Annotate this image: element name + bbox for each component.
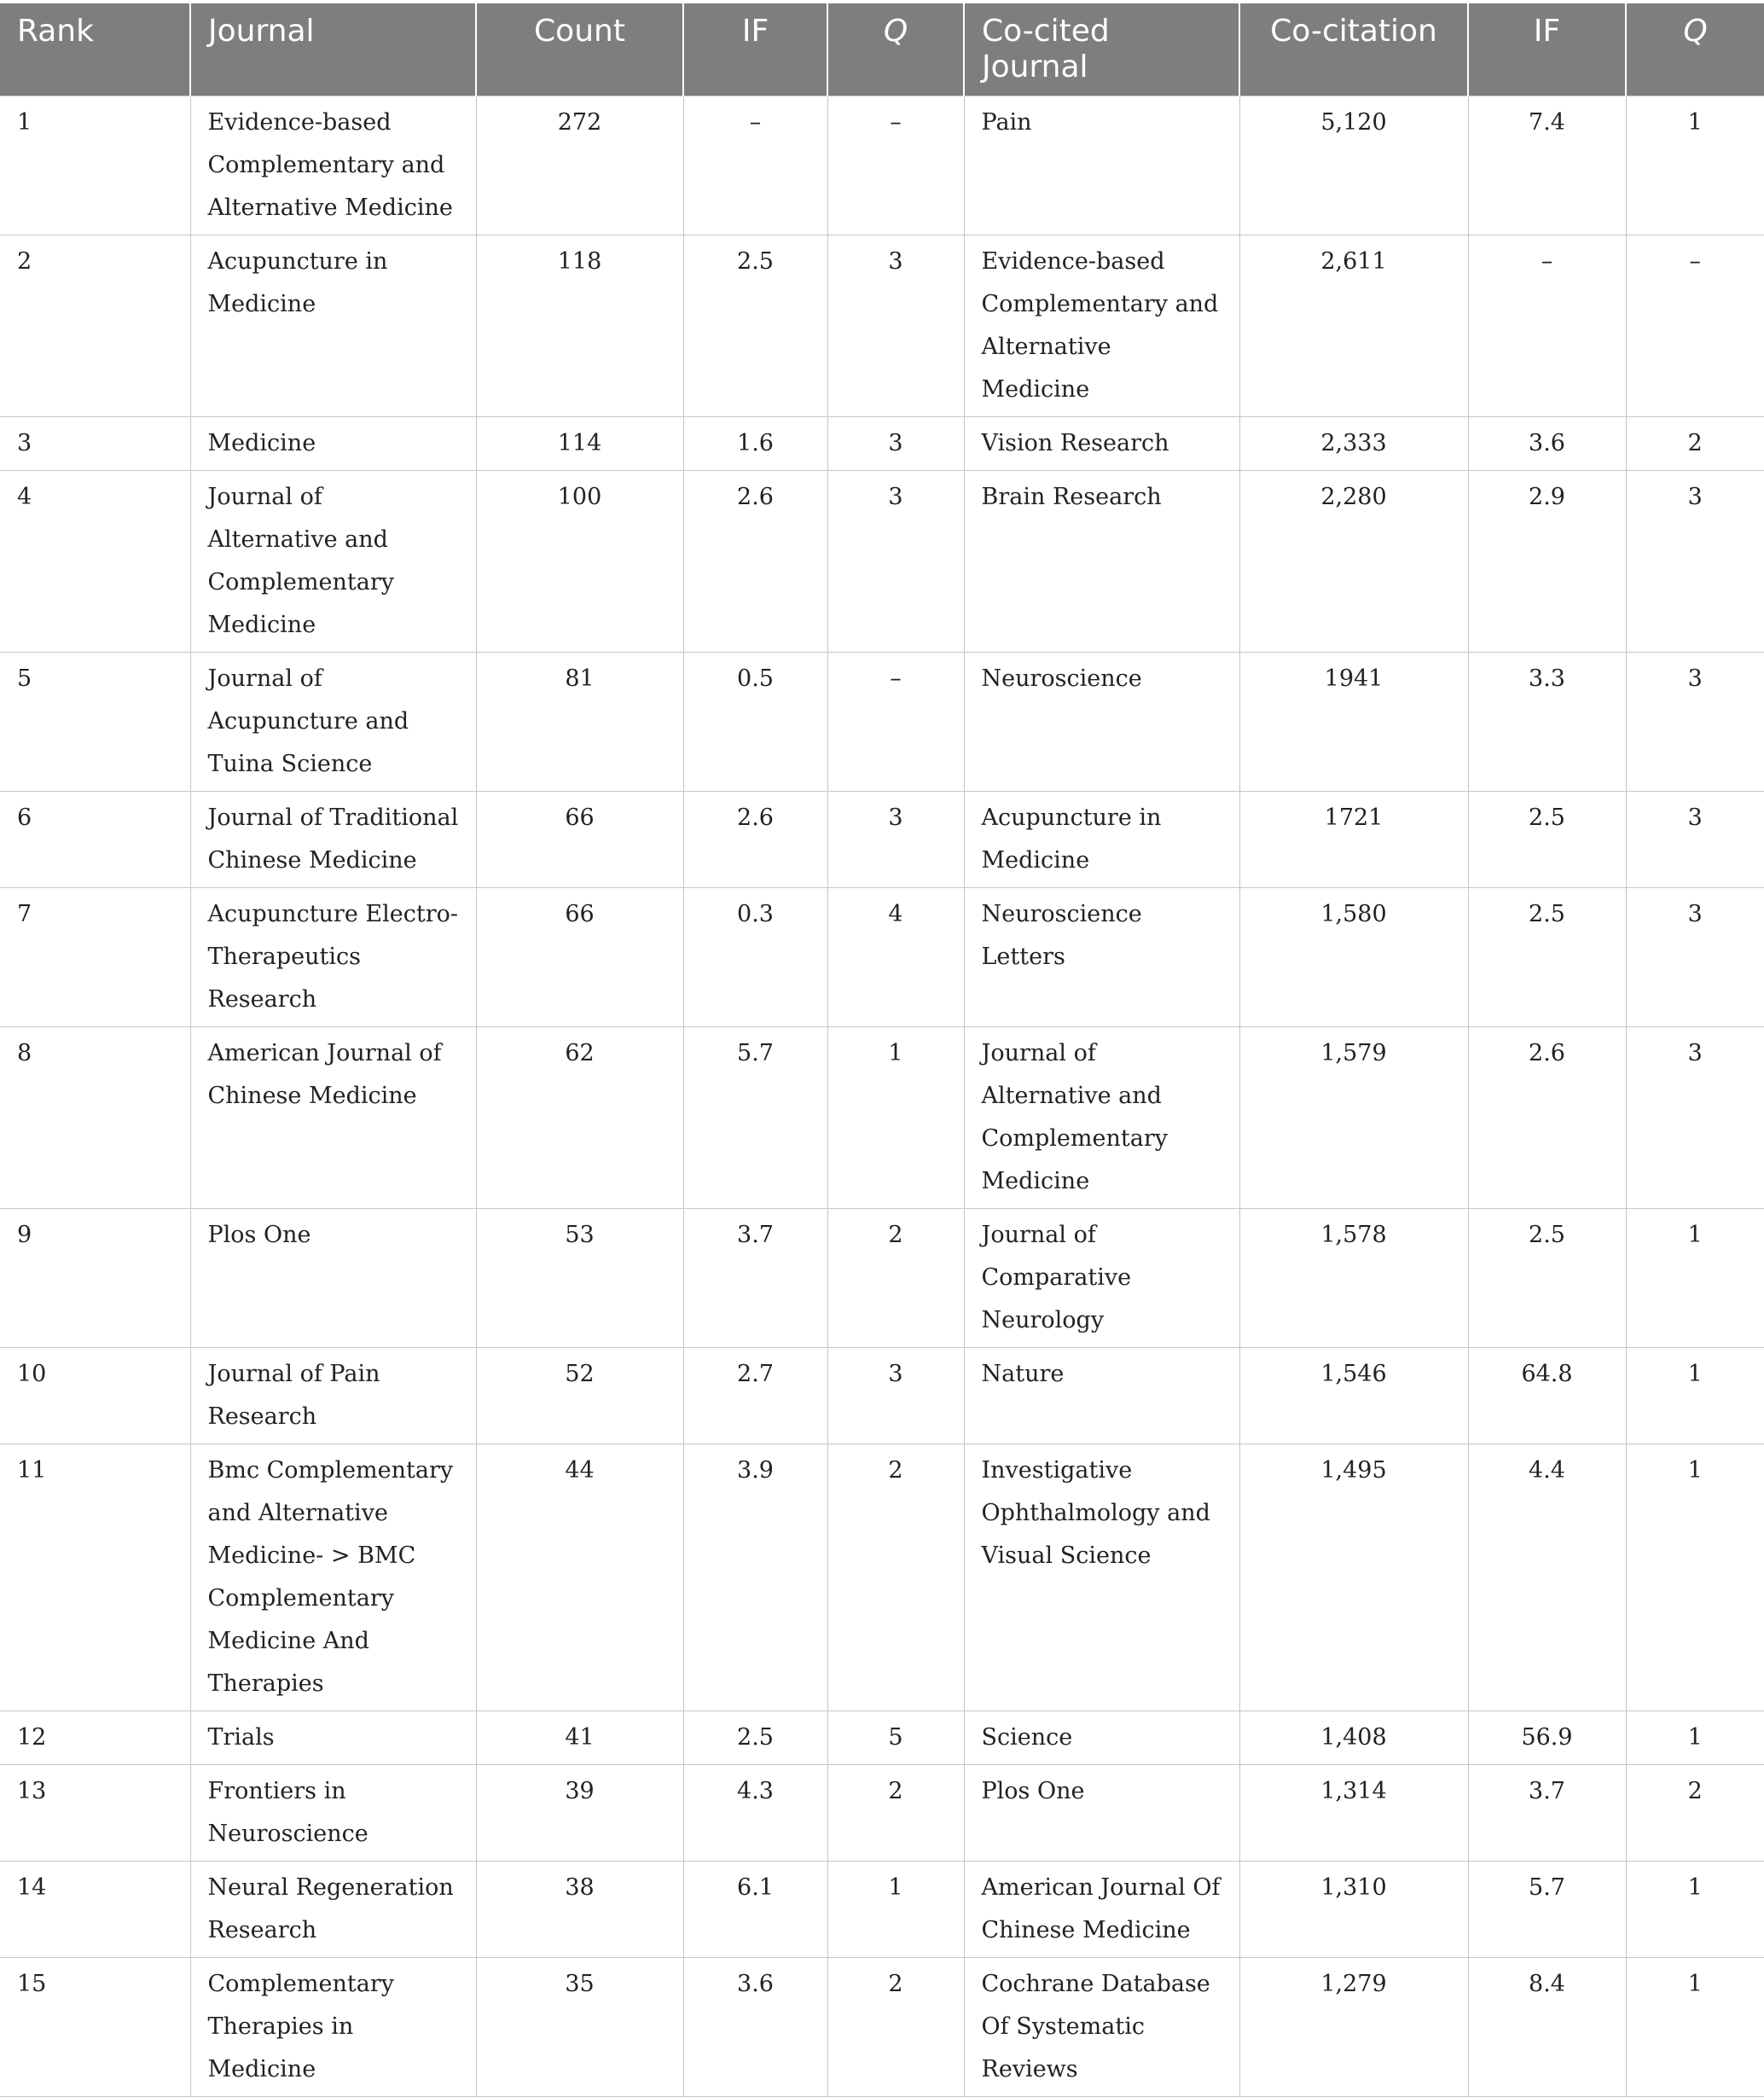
table-row [0,1862,1764,1958]
header-rank: Rank [0,3,190,96]
cell-rank: 4 [0,471,190,653]
cell-cocited-if: 64.8 [1468,1348,1626,1444]
cell-cocited-journal: Journal of Comparative Neurology [964,1209,1239,1348]
cell-rank: 12 [0,1711,190,1765]
journal-table [0,3,1764,2097]
table-row [0,1765,1764,1862]
cell-cocited-q: 1 [1626,1444,1764,1711]
cell-cocited-if: 5.7 [1468,1862,1626,1958]
cell-q: 1 [827,1862,964,1958]
cell-cocited-journal: Evidence-based Complementary and Alternative Medicine [964,235,1239,417]
cell-cocitation: 2,333 [1239,417,1468,471]
cell-count: 114 [476,417,683,471]
cell-rank: 15 [0,1958,190,2097]
cell-cocitation: 1941 [1239,653,1468,792]
cell-journal: Acupuncture Electro-Therapeutics Research [190,888,476,1027]
cell-cocitation: 5,120 [1239,96,1468,235]
table-row [0,1027,1764,1209]
cell-count: 66 [476,792,683,888]
cell-journal: Complementary Therapies in Medicine [190,1958,476,2097]
cell-if: 4.3 [683,1765,827,1862]
cell-journal: Journal of Alternative and Complementary Medicine [190,471,476,653]
cell-count: 100 [476,471,683,653]
table-row [0,471,1764,653]
table-row [0,96,1764,235]
cell-q: 2 [827,1958,964,2097]
header-count: Count [476,3,683,96]
cell-q: 5 [827,1711,964,1765]
cell-cocited-q: 1 [1626,1711,1764,1765]
cell-cocited-journal: Neuroscience [964,653,1239,792]
cell-q: 3 [827,417,964,471]
cell-if: 2.6 [683,471,827,653]
cell-cocited-q: – [1626,235,1764,417]
cell-q: 3 [827,1348,964,1444]
cell-count: 62 [476,1027,683,1209]
cell-q: 2 [827,1765,964,1862]
cell-cocited-q: 3 [1626,792,1764,888]
cell-journal: Journal of Traditional Chinese Medicine [190,792,476,888]
cell-if: 5.7 [683,1027,827,1209]
header-if: IF [683,3,827,96]
header-cocited-journal: Co-cited Journal [964,3,1239,96]
cell-cocited-q: 3 [1626,888,1764,1027]
cell-rank: 8 [0,1027,190,1209]
cell-count: 53 [476,1209,683,1348]
cell-cocited-journal: Journal of Alternative and Complementary Medicine [964,1027,1239,1209]
cell-cocited-if: 2.5 [1468,1209,1626,1348]
table-row [0,888,1764,1027]
cell-count: 44 [476,1444,683,1711]
cell-if: 3.9 [683,1444,827,1711]
cell-rank: 10 [0,1348,190,1444]
cell-q: 2 [827,1209,964,1348]
cell-if: 0.3 [683,888,827,1027]
cell-cocited-q: 2 [1626,417,1764,471]
table-row [0,417,1764,471]
header-cocited-if: IF [1468,3,1626,96]
cell-cocited-q: 3 [1626,1027,1764,1209]
cell-cocited-q: 1 [1626,1209,1764,1348]
cell-cocited-q: 1 [1626,96,1764,235]
cell-q: 3 [827,235,964,417]
cell-cocited-if: 56.9 [1468,1711,1626,1765]
cell-cocited-q: 1 [1626,1862,1764,1958]
cell-rank: 7 [0,888,190,1027]
cell-cocited-journal: Pain [964,96,1239,235]
cell-cocited-if: 3.6 [1468,417,1626,471]
cell-cocited-q: 2 [1626,1765,1764,1862]
cell-cocitation: 1,579 [1239,1027,1468,1209]
cell-cocited-if: 3.7 [1468,1765,1626,1862]
cell-rank: 9 [0,1209,190,1348]
cell-if: 3.7 [683,1209,827,1348]
cell-q: – [827,96,964,235]
table-row [0,1958,1764,2097]
cell-count: 81 [476,653,683,792]
cell-q: 3 [827,471,964,653]
cell-cocitation: 2,611 [1239,235,1468,417]
header-q: Q [827,3,964,96]
cell-q: 1 [827,1027,964,1209]
cell-cocitation: 1,580 [1239,888,1468,1027]
cell-cocitation: 1,314 [1239,1765,1468,1862]
cell-cocited-q: 3 [1626,471,1764,653]
cell-journal: Evidence-based Complementary and Alternative Medicine [190,96,476,235]
header-row [0,3,1764,96]
cell-if: 1.6 [683,417,827,471]
cell-rank: 6 [0,792,190,888]
cell-q: 4 [827,888,964,1027]
cell-count: 118 [476,235,683,417]
cell-count: 66 [476,888,683,1027]
cell-cocitation: 1721 [1239,792,1468,888]
cell-cocitation: 2,280 [1239,471,1468,653]
cell-cocited-if: – [1468,235,1626,417]
cell-journal: American Journal of Chinese Medicine [190,1027,476,1209]
cell-rank: 13 [0,1765,190,1862]
cell-if: 2.7 [683,1348,827,1444]
cell-if: 3.6 [683,1958,827,2097]
cell-count: 52 [476,1348,683,1444]
cell-cocited-q: 1 [1626,1348,1764,1444]
cell-if: 2.5 [683,1711,827,1765]
cell-cocited-if: 2.5 [1468,792,1626,888]
cell-q: – [827,653,964,792]
cell-journal: Neural Regeneration Research [190,1862,476,1958]
cell-count: 39 [476,1765,683,1862]
cell-cocited-q: 1 [1626,1958,1764,2097]
cell-if: 2.5 [683,235,827,417]
cell-count: 35 [476,1958,683,2097]
cell-cocited-journal: American Journal Of Chinese Medicine [964,1862,1239,1958]
table-row [0,792,1764,888]
cell-cocited-journal: Cochrane Database Of Systematic Reviews [964,1958,1239,2097]
cell-cocited-if: 2.5 [1468,888,1626,1027]
table-row [0,1209,1764,1348]
header-journal: Journal [190,3,476,96]
table-row [0,1444,1764,1711]
cell-cocited-journal: Plos One [964,1765,1239,1862]
cell-cocitation: 1,279 [1239,1958,1468,2097]
cell-cocitation: 1,546 [1239,1348,1468,1444]
cell-cocited-if: 7.4 [1468,96,1626,235]
cell-if: 0.5 [683,653,827,792]
cell-count: 272 [476,96,683,235]
table-row [0,1348,1764,1444]
cell-journal: Medicine [190,417,476,471]
cell-cocited-if: 8.4 [1468,1958,1626,2097]
cell-cocited-journal: Neuroscience Letters [964,888,1239,1027]
table-row [0,653,1764,792]
cell-cocited-journal: Acupuncture in Medicine [964,792,1239,888]
cell-count: 38 [476,1862,683,1958]
cell-q: 3 [827,792,964,888]
cell-cocited-journal: Science [964,1711,1239,1765]
cell-if: 6.1 [683,1862,827,1958]
cell-cocited-journal: Nature [964,1348,1239,1444]
cell-journal: Frontiers in Neuroscience [190,1765,476,1862]
cell-cocitation: 1,495 [1239,1444,1468,1711]
cell-cocitation: 1,578 [1239,1209,1468,1348]
cell-cocitation: 1,310 [1239,1862,1468,1958]
cell-journal: Bmc Complementary and Alternative Medicine- > BMC Complementary Medicine And Therapies [190,1444,476,1711]
cell-count: 41 [476,1711,683,1765]
journal-table-container [0,3,1764,2097]
cell-journal: Journal of Pain Research [190,1348,476,1444]
cell-cocited-if: 2.9 [1468,471,1626,653]
cell-cocited-journal: Brain Research [964,471,1239,653]
cell-journal: Acupuncture in Medicine [190,235,476,417]
header-cocitation: Co-citation [1239,3,1468,96]
cell-cocited-q: 3 [1626,653,1764,792]
table-row [0,235,1764,417]
cell-cocited-if: 3.3 [1468,653,1626,792]
cell-rank: 11 [0,1444,190,1711]
cell-journal: Journal of Acupuncture and Tuina Science [190,653,476,792]
cell-cocited-journal: Vision Research [964,417,1239,471]
cell-if: – [683,96,827,235]
cell-if: 2.6 [683,792,827,888]
cell-rank: 1 [0,96,190,235]
cell-cocited-if: 2.6 [1468,1027,1626,1209]
cell-rank: 14 [0,1862,190,1958]
cell-rank: 3 [0,417,190,471]
header-cocited-q: Q [1626,3,1764,96]
cell-cocited-if: 4.4 [1468,1444,1626,1711]
cell-rank: 5 [0,653,190,792]
cell-q: 2 [827,1444,964,1711]
cell-rank: 2 [0,235,190,417]
cell-journal: Plos One [190,1209,476,1348]
cell-cocitation: 1,408 [1239,1711,1468,1765]
cell-cocited-journal: Investigative Ophthalmology and Visual Science [964,1444,1239,1711]
cell-journal: Trials [190,1711,476,1765]
table-row [0,1711,1764,1765]
